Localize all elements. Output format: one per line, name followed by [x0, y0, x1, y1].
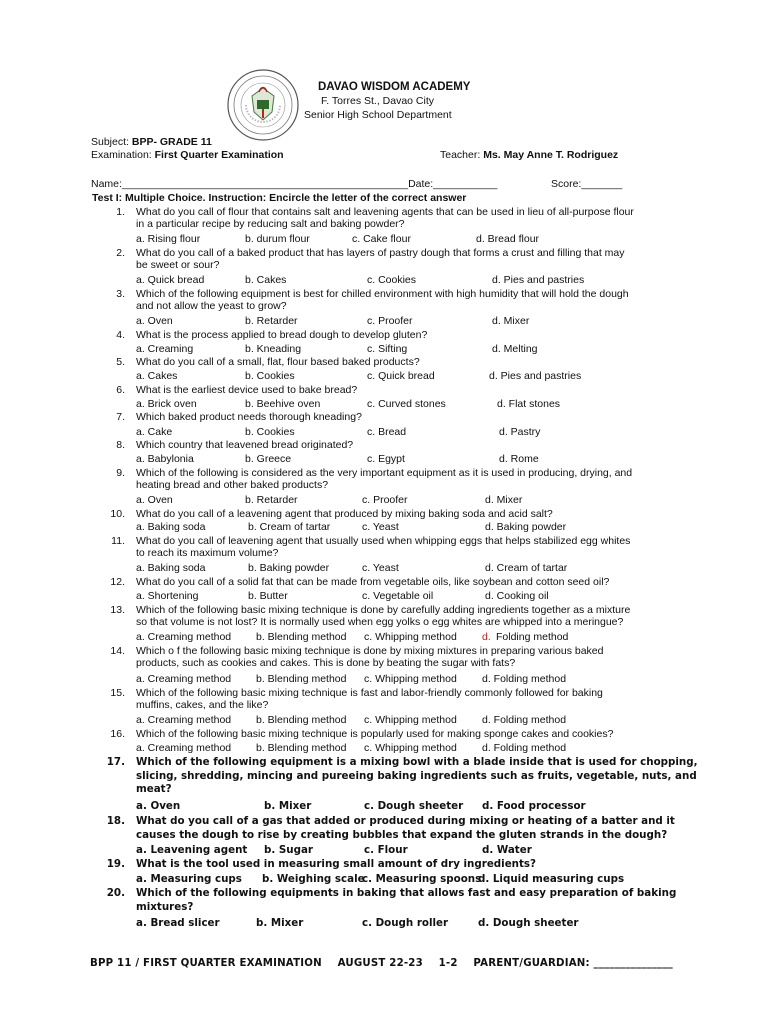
option-a[interactable]: a. Baking soda [136, 521, 206, 533]
option-d[interactable]: d. Food processor [482, 800, 586, 812]
option-d[interactable]: Folding method [496, 631, 569, 643]
question-number: 13. [110, 604, 125, 616]
option-b[interactable]: b. Mixer [256, 917, 304, 929]
question-text: and not allow the yeast to grow? [136, 300, 287, 312]
question-text: What do you call of a gas that added or produced during mixing or heating of a batter and it [136, 815, 675, 827]
question-text: Which of the following is considered as the very important equipment as it is used in producing, drying, and [136, 467, 633, 479]
option-d[interactable]: d. [482, 631, 491, 643]
option-a[interactable]: a. Babylonia [136, 453, 194, 465]
question-text: What is the process applied to bread dough to develop gluten? [136, 329, 428, 341]
option-c[interactable]: c. Quick bread [367, 370, 435, 382]
footer-date: AUGUST 22-23 [337, 958, 423, 969]
option-a[interactable]: a. Baking soda [136, 562, 206, 574]
question-text: Which of the following equipment is best for chilled environment with high humidity that will hold the dough [136, 288, 629, 300]
question-text: heating bread and other baked products? [136, 479, 329, 491]
option-b[interactable]: b. Sugar [264, 844, 314, 856]
question-number: 12. [110, 576, 125, 588]
school-address: F. Torres St., Davao City [321, 95, 435, 107]
option-c[interactable]: c. Dough roller [362, 917, 449, 929]
option-a[interactable]: a. Measuring cups [136, 873, 242, 885]
question-text: meat? [136, 783, 172, 795]
option-c[interactable]: c. Flour [364, 844, 408, 856]
question-text: Which of the following basic mixing technique is fast and labor-friendly commonly followed for baking [136, 687, 603, 699]
question-number: 16. [110, 728, 125, 740]
option-b[interactable]: b. Weighing scale [262, 873, 365, 885]
question-text: so that volume is not lost? It is normally used when egg yolks o egg whites are whipped into a meringue? [136, 616, 624, 628]
option-b[interactable]: b. Greece [245, 453, 292, 465]
option-b[interactable]: b. Cream of tartar [248, 521, 331, 533]
option-d[interactable]: d. Dough sheeter [478, 917, 579, 929]
option-c[interactable]: c. Proofer [367, 315, 413, 327]
question-number: 4. [116, 329, 125, 341]
question-text: What do you call of a leavening agent that produced by mixing baking soda and acid salt? [136, 508, 553, 520]
question-text: Which of the following basic mixing technique is done by carefully adding ingredients together as a mixture [136, 604, 631, 616]
examination-label: Examination: [91, 149, 152, 161]
question-text: What is the earliest device used to bake bread? [136, 384, 358, 396]
question-text: Which of the following equipment is a mixing bowl with a blade inside that is used for chopping, [136, 756, 698, 768]
option-d[interactable]: d. Liquid measuring cups [478, 873, 625, 885]
examination-line [91, 149, 284, 161]
option-a[interactable]: a. Bread slicer [136, 917, 220, 929]
option-a[interactable]: a. Oven [136, 315, 173, 327]
option-d[interactable]: d. Pastry [499, 426, 541, 438]
question-text: Which baked product needs thorough kneading? [136, 411, 362, 423]
option-c[interactable]: c. Measuring spoons [362, 873, 482, 885]
option-c[interactable]: c. Proofer [362, 494, 408, 506]
question-text: What do you call of flour that contains salt and leavening agents that can be used in lieu of all-purpose flour [136, 206, 634, 218]
footer-pages: 1-2 [438, 958, 458, 969]
question-text: Which of the following basic mixing technique is popularly used for making sponge cakes and cookies? [136, 728, 614, 740]
question-text: causes the dough to rise by creating bubbles that expand the gluten strands in the dough? [136, 829, 668, 841]
option-d[interactable]: d. Rome [499, 453, 539, 465]
option-c[interactable]: c. Yeast [362, 521, 399, 533]
question-number: 14. [110, 645, 125, 657]
question-number: 8. [116, 439, 125, 451]
question-text: mixtures? [136, 901, 194, 913]
option-d[interactable]: d. Cooking oil [485, 590, 549, 602]
name-date-field[interactable]: Name:_________________________________________________Date:___________ [91, 178, 498, 190]
school-department: Senior High School Department [304, 109, 452, 121]
question-number: 19. [106, 858, 125, 870]
option-b[interactable]: b. Blending method [256, 673, 347, 685]
question-number: 17. [106, 756, 125, 768]
option-d[interactable]: d. Water [482, 844, 532, 856]
option-c[interactable]: c. Whipping method [364, 714, 457, 726]
examination-value: First Quarter Examination [154, 149, 284, 161]
option-c[interactable]: c. Yeast [362, 562, 399, 574]
option-d[interactable]: d. Folding method [482, 742, 567, 754]
question-text: in a particular recipe by reducing salt and baking powder? [136, 218, 405, 230]
footer-guardian: PARENT/GUARDIAN: _______________ [473, 958, 673, 969]
option-d[interactable]: d. Pies and pastries [489, 370, 582, 382]
question-text: slicing, shredding, mincing and pureeing baking ingredients such as fruits, vegetable, nuts, and [136, 769, 697, 782]
subject-value: BPP- GRADE 11 [131, 136, 212, 148]
option-c[interactable]: c. Sifting [367, 343, 408, 355]
option-a[interactable]: a. Oven [136, 494, 173, 506]
option-a[interactable]: a. Creaming method [136, 742, 232, 754]
school-seal-logo [226, 68, 300, 142]
question-number: 5. [116, 356, 125, 368]
question-text: What do you call of leavening agent that usually used when whipping eggs that helps stabilized egg whites [136, 535, 631, 547]
option-b[interactable]: b. Baking powder [248, 562, 330, 574]
question-number: 9. [116, 467, 125, 479]
option-d[interactable]: d. Melting [492, 343, 538, 355]
option-c[interactable]: c. Curved stones [367, 398, 446, 410]
option-b[interactable]: b. Kneading [245, 343, 302, 355]
option-b[interactable]: b. Cookies [245, 370, 295, 382]
option-c[interactable]: c. Cake flour [352, 233, 411, 245]
option-c[interactable]: c. Cookies [367, 274, 417, 286]
question-number: 15. [110, 687, 125, 699]
option-b[interactable]: b. Blending method [256, 714, 347, 726]
option-a[interactable]: a. Cakes [136, 370, 178, 382]
option-c[interactable]: c. Egypt [367, 453, 405, 465]
question-text: Which of the following equipments in baking that allows fast and easy preparation of baking [136, 887, 677, 899]
option-a[interactable]: a. Brick oven [136, 398, 197, 410]
option-b[interactable]: b. Cookies [245, 426, 295, 438]
page-footer [90, 958, 685, 969]
option-c[interactable]: c. Bread [367, 426, 407, 438]
option-b[interactable]: b. Retarder [245, 315, 298, 327]
question-number: 3. [116, 288, 125, 300]
option-a[interactable]: a. Rising flour [136, 233, 201, 245]
test-instruction-header: Test I: Multiple Choice. Instruction: Encircle the letter of the correct answer [92, 192, 467, 204]
school-name: DAVAO WISDOM ACADEMY [318, 81, 471, 93]
question-number: 10. [110, 508, 125, 520]
option-d[interactable]: d. Pies and pastries [492, 274, 585, 286]
option-b[interactable]: b. Cakes [245, 274, 287, 286]
option-c[interactable]: c. Whipping method [364, 742, 457, 754]
option-d[interactable]: d. Flat stones [497, 398, 561, 410]
teacher-value: Ms. May Anne T. Rodriguez [483, 149, 619, 161]
question-text: be sweet or sour? [136, 259, 220, 271]
question-text: Which country that leavened bread originated? [136, 439, 354, 451]
question-number: 7. [116, 411, 125, 423]
option-b[interactable]: b. Beehive oven [245, 398, 321, 410]
option-a[interactable]: a. Quick bread [136, 274, 205, 286]
option-d[interactable]: d. Folding method [482, 714, 567, 726]
option-d[interactable]: d. Mixer [492, 315, 530, 327]
subject-label: Subject: [91, 136, 129, 148]
option-d[interactable]: d. Folding method [482, 673, 567, 685]
question-text: What do you call of a solid fat that can be made from vegetable oils, like soybean and cotton seed oil? [136, 576, 610, 588]
question-number: 1. [116, 206, 125, 218]
question-number: 20. [106, 887, 125, 899]
option-b[interactable]: b. Mixer [264, 800, 312, 812]
option-a[interactable]: a. Shortening [136, 590, 199, 602]
option-a[interactable]: a. Creaming method [136, 673, 232, 685]
option-c[interactable]: c. Whipping method [364, 631, 457, 643]
option-a[interactable]: a. Cake [136, 426, 173, 438]
option-c[interactable]: c. Vegetable oil [362, 590, 434, 602]
question-number: 11. [111, 535, 125, 547]
question-text: products, such as cookies and cakes. This is done by beating the sugar with fats? [136, 657, 516, 669]
option-a[interactable]: a. Leavening agent [136, 844, 248, 856]
option-a[interactable]: a. Creaming method [136, 631, 232, 643]
question-text: to reach its maximum volume? [136, 547, 279, 559]
question-text: Which o f the following basic mixing technique is done by mixing mixtures in preparing various baked [136, 645, 604, 657]
option-b[interactable]: b. Retarder [245, 494, 298, 506]
option-b[interactable]: b. Blending method [256, 742, 347, 754]
option-d[interactable]: d. Bread flour [476, 233, 540, 245]
teacher-label: Teacher: [440, 149, 481, 161]
teacher-line [440, 149, 618, 161]
option-d[interactable]: d. Baking powder [485, 521, 567, 533]
option-b[interactable]: b. durum flour [245, 233, 310, 245]
question-text: What do you call of a small, flat, flour based baked products? [136, 356, 420, 368]
question-number: 18. [106, 815, 125, 827]
option-d[interactable]: d. Cream of tartar [485, 562, 568, 574]
question-text: What do you call of a baked product that has layers of pastry dough that forms a crust and filling that may [136, 247, 625, 259]
question-text: muffins, cakes, and the like? [136, 699, 269, 711]
option-d[interactable]: d. Mixer [485, 494, 523, 506]
option-a[interactable]: a. Creaming [136, 343, 194, 355]
question-number: 6. [116, 384, 125, 396]
question-number: 2. [116, 247, 125, 259]
option-b[interactable]: b. Butter [248, 590, 288, 602]
score-field[interactable]: Score:_______ [551, 178, 623, 190]
option-a[interactable]: a. Creaming method [136, 714, 232, 726]
question-text: What is the tool used in measuring small amount of dry ingredients? [136, 858, 537, 870]
option-c[interactable]: c. Dough sheeter [364, 800, 464, 812]
option-a[interactable]: a. Oven [136, 800, 181, 812]
footer-course: BPP 11 / FIRST QUARTER EXAMINATION [90, 958, 322, 969]
subject-line [91, 136, 212, 148]
option-c[interactable]: c. Whipping method [364, 673, 457, 685]
option-b[interactable]: b. Blending method [256, 631, 347, 643]
